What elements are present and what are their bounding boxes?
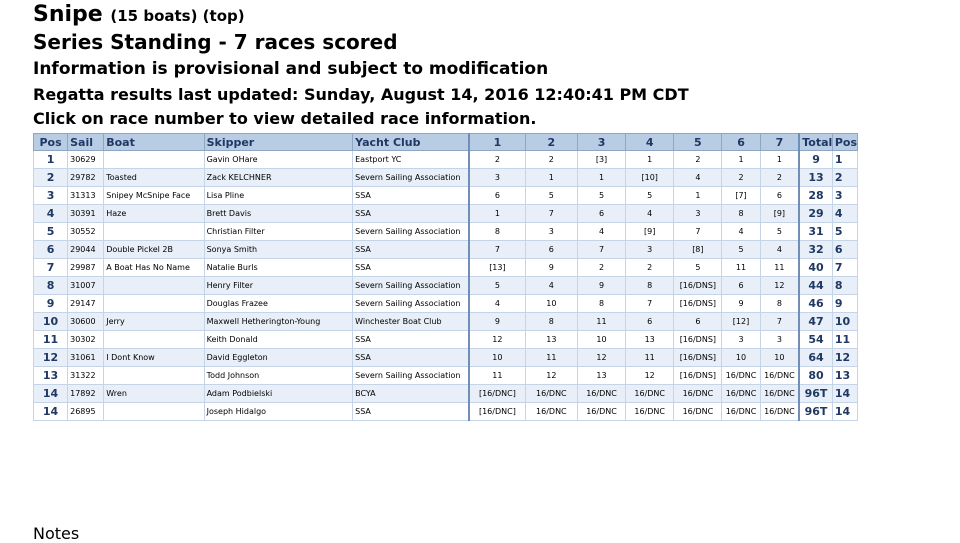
race-2-score-cell: 13 xyxy=(525,331,577,349)
yacht-club-cell: Severn Sailing Association xyxy=(353,367,469,385)
race-3-score-cell: 9 xyxy=(577,277,625,295)
race-6-score-cell: 8 xyxy=(722,205,760,223)
race-1-score-cell: [16/DNC] xyxy=(469,385,525,403)
sail-cell: 29147 xyxy=(68,295,104,313)
race-6-score-cell: 5 xyxy=(722,241,760,259)
pos-cell: 9 xyxy=(34,295,68,313)
yacht-club-cell: SSA xyxy=(353,349,469,367)
race-1-score-cell: 6 xyxy=(469,187,525,205)
race-3-score-cell: 2 xyxy=(577,259,625,277)
yacht-club-cell: SSA xyxy=(353,259,469,277)
race-1-score-cell: 10 xyxy=(469,349,525,367)
pos2-cell: 5 xyxy=(832,223,857,241)
race-3-score-cell: 12 xyxy=(577,349,625,367)
boat-cell xyxy=(104,331,204,349)
race-6-score-cell: 16/DNC xyxy=(722,367,760,385)
race-6-score-cell: 9 xyxy=(722,295,760,313)
race-4-score-cell: 12 xyxy=(626,367,674,385)
pos2-cell: 14 xyxy=(832,385,857,403)
race-4-score-cell: 7 xyxy=(626,295,674,313)
skipper-cell: Todd Johnson xyxy=(204,367,353,385)
yacht-club-cell: Winchester Boat Club xyxy=(353,313,469,331)
race-5-score-cell: [16/DNS] xyxy=(674,367,722,385)
pos-cell: 2 xyxy=(34,169,68,187)
race-4-score-cell: 5 xyxy=(626,187,674,205)
race-2-score-cell: 2 xyxy=(525,151,577,169)
race-7-score-cell: 10 xyxy=(760,349,799,367)
pos2-cell: 13 xyxy=(832,367,857,385)
total-cell: 80 xyxy=(799,367,832,385)
race-4-score-cell: [10] xyxy=(626,169,674,187)
skipper-cell: Gavin OHare xyxy=(204,151,353,169)
skipper-cell: Christian Filter xyxy=(204,223,353,241)
race-7-score-cell: 16/DNC xyxy=(760,367,799,385)
pos-cell: 6 xyxy=(34,241,68,259)
table-row xyxy=(34,259,858,277)
pos2-cell: 10 xyxy=(832,313,857,331)
skipper-cell: Natalie Burls xyxy=(204,259,353,277)
race-7-score-cell: 6 xyxy=(760,187,799,205)
sail-cell: 30302 xyxy=(68,331,104,349)
race-5-score-cell: 5 xyxy=(674,259,722,277)
race-4-score-cell: 2 xyxy=(626,259,674,277)
boat-cell xyxy=(104,403,204,421)
race-1-score-cell: 2 xyxy=(469,151,525,169)
col-header-total: Total xyxy=(799,134,832,151)
total-cell: 96T xyxy=(799,403,832,421)
race-4-score-cell: 16/DNC xyxy=(626,403,674,421)
table-row xyxy=(34,205,858,223)
race-7-score-cell: 2 xyxy=(760,169,799,187)
click-instruction: Click on race number to view detailed race information. xyxy=(33,109,537,128)
col-header-skipper: Skipper xyxy=(204,134,353,151)
pos-cell: 7 xyxy=(34,259,68,277)
race-1-score-cell: 12 xyxy=(469,331,525,349)
skipper-cell: David Eggleton xyxy=(204,349,353,367)
pos-cell: 14 xyxy=(34,403,68,421)
race-1-score-cell: 8 xyxy=(469,223,525,241)
race-3-score-cell: 8 xyxy=(577,295,625,313)
race-5-score-cell: 3 xyxy=(674,205,722,223)
race-7-score-cell: 8 xyxy=(760,295,799,313)
sail-cell: 30629 xyxy=(68,151,104,169)
race-3-score-cell: 6 xyxy=(577,205,625,223)
race-2-score-cell: 7 xyxy=(525,205,577,223)
race-7-score-cell: 5 xyxy=(760,223,799,241)
race-2-score-cell: 8 xyxy=(525,313,577,331)
race-6-score-cell: 4 xyxy=(722,223,760,241)
race-1-score-cell: [13] xyxy=(469,259,525,277)
race-3-score-cell: 16/DNC xyxy=(577,403,625,421)
table-row xyxy=(34,349,858,367)
yacht-club-cell: Severn Sailing Association xyxy=(353,223,469,241)
sail-cell: 26895 xyxy=(68,403,104,421)
table-row xyxy=(34,313,858,331)
race-5-score-cell: [16/DNS] xyxy=(674,277,722,295)
pos-cell: 13 xyxy=(34,367,68,385)
race-6-score-cell: 1 xyxy=(722,151,760,169)
race-2-score-cell: 6 xyxy=(525,241,577,259)
skipper-cell: Zack KELCHNER xyxy=(204,169,353,187)
race-4-link[interactable]: 4 xyxy=(626,134,674,151)
race-2-link[interactable]: 2 xyxy=(525,134,577,151)
yacht-club-cell: SSA xyxy=(353,403,469,421)
pos2-cell: 9 xyxy=(832,295,857,313)
race-2-score-cell: 12 xyxy=(525,367,577,385)
boat-cell: Jerry xyxy=(104,313,204,331)
boat-cell: Wren xyxy=(104,385,204,403)
sail-cell: 31313 xyxy=(68,187,104,205)
race-2-score-cell: 3 xyxy=(525,223,577,241)
yacht-club-cell: SSA xyxy=(353,187,469,205)
sail-cell: 29044 xyxy=(68,241,104,259)
results-body xyxy=(34,151,858,421)
pos2-cell: 7 xyxy=(832,259,857,277)
race-2-score-cell: 9 xyxy=(525,259,577,277)
table-row xyxy=(34,403,858,421)
race-5-score-cell: 6 xyxy=(674,313,722,331)
race-3-score-cell: 10 xyxy=(577,331,625,349)
yacht-club-cell: SSA xyxy=(353,241,469,259)
yacht-club-cell: Severn Sailing Association xyxy=(353,295,469,313)
race-6-score-cell: 10 xyxy=(722,349,760,367)
race-5-link[interactable]: 5 xyxy=(674,134,722,151)
sail-cell: 31007 xyxy=(68,277,104,295)
sail-cell: 17892 xyxy=(68,385,104,403)
boat-cell: Double Pickel 2B xyxy=(104,241,204,259)
yacht-club-cell: BCYA xyxy=(353,385,469,403)
boat-cell xyxy=(104,295,204,313)
sail-cell: 29987 xyxy=(68,259,104,277)
race-6-score-cell: 16/DNC xyxy=(722,403,760,421)
race-4-score-cell: 16/DNC xyxy=(626,385,674,403)
series-standing-heading: Series Standing - 7 races scored xyxy=(33,30,398,54)
race-7-score-cell: 3 xyxy=(760,331,799,349)
boat-cell: Snipey McSnipe Face xyxy=(104,187,204,205)
col-header-boat: Boat xyxy=(104,134,204,151)
table-row xyxy=(34,295,858,313)
pos-cell: 11 xyxy=(34,331,68,349)
skipper-cell: Douglas Frazee xyxy=(204,295,353,313)
skipper-cell: Joseph Hidalgo xyxy=(204,403,353,421)
race-1-score-cell: 3 xyxy=(469,169,525,187)
race-5-score-cell: 1 xyxy=(674,187,722,205)
pos-cell: 14 xyxy=(34,385,68,403)
race-4-score-cell: 8 xyxy=(626,277,674,295)
race-5-score-cell: [8] xyxy=(674,241,722,259)
race-2-score-cell: 1 xyxy=(525,169,577,187)
pos-cell: 5 xyxy=(34,223,68,241)
yacht-club-cell: SSA xyxy=(353,331,469,349)
race-3-score-cell: 11 xyxy=(577,313,625,331)
race-2-score-cell: 16/DNC xyxy=(525,403,577,421)
pos-cell: 10 xyxy=(34,313,68,331)
race-5-score-cell: 2 xyxy=(674,151,722,169)
race-1-score-cell: 5 xyxy=(469,277,525,295)
race-4-score-cell: 1 xyxy=(626,151,674,169)
notes-heading: Notes xyxy=(33,524,80,543)
pos2-cell: 1 xyxy=(832,151,857,169)
total-cell: 46 xyxy=(799,295,832,313)
pos2-cell: 6 xyxy=(832,241,857,259)
race-5-score-cell: 16/DNC xyxy=(674,403,722,421)
pos2-cell: 3 xyxy=(832,187,857,205)
race-6-link[interactable]: 6 xyxy=(722,134,760,151)
boat-cell: Toasted xyxy=(104,169,204,187)
yacht-club-cell: Eastport YC xyxy=(353,151,469,169)
pos2-cell: 2 xyxy=(832,169,857,187)
race-7-link[interactable]: 7 xyxy=(760,134,799,151)
pos2-cell: 14 xyxy=(832,403,857,421)
table-row xyxy=(34,187,858,205)
boat-cell xyxy=(104,367,204,385)
pos2-cell: 12 xyxy=(832,349,857,367)
skipper-cell: Henry Filter xyxy=(204,277,353,295)
race-7-score-cell: 16/DNC xyxy=(760,403,799,421)
total-cell: 96T xyxy=(799,385,832,403)
col-header-pos: Pos xyxy=(34,134,68,151)
col-header-sail: Sail xyxy=(68,134,104,151)
race-6-score-cell: [12] xyxy=(722,313,760,331)
class-name: Snipe xyxy=(33,2,103,27)
race-2-score-cell: 10 xyxy=(525,295,577,313)
boat-cell xyxy=(104,223,204,241)
race-6-score-cell: 11 xyxy=(722,259,760,277)
sail-cell: 29782 xyxy=(68,169,104,187)
total-cell: 13 xyxy=(799,169,832,187)
header-row xyxy=(34,134,858,151)
race-1-score-cell: 1 xyxy=(469,205,525,223)
yacht-club-cell: SSA xyxy=(353,205,469,223)
pos2-cell: 8 xyxy=(832,277,857,295)
race-7-score-cell: [9] xyxy=(760,205,799,223)
class-title xyxy=(33,2,245,27)
race-7-score-cell: 16/DNC xyxy=(760,385,799,403)
race-4-score-cell: [9] xyxy=(626,223,674,241)
skipper-cell: Sonya Smith xyxy=(204,241,353,259)
race-2-score-cell: 11 xyxy=(525,349,577,367)
total-cell: 31 xyxy=(799,223,832,241)
results-table xyxy=(33,133,858,421)
race-3-link[interactable]: 3 xyxy=(577,134,625,151)
pos-cell: 4 xyxy=(34,205,68,223)
boats-info-link[interactable]: (15 boats) (top) xyxy=(110,7,245,25)
sail-cell: 31322 xyxy=(68,367,104,385)
pos-cell: 8 xyxy=(34,277,68,295)
pos2-cell: 4 xyxy=(832,205,857,223)
race-3-score-cell: 13 xyxy=(577,367,625,385)
race-1-score-cell: 11 xyxy=(469,367,525,385)
race-2-score-cell: 5 xyxy=(525,187,577,205)
race-1-score-cell: [16/DNC] xyxy=(469,403,525,421)
total-cell: 47 xyxy=(799,313,832,331)
total-cell: 40 xyxy=(799,259,832,277)
race-2-score-cell: 4 xyxy=(525,277,577,295)
sail-cell: 30552 xyxy=(68,223,104,241)
sail-cell: 30600 xyxy=(68,313,104,331)
skipper-cell: Adam Podbielski xyxy=(204,385,353,403)
boat-cell xyxy=(104,277,204,295)
race-5-score-cell: 7 xyxy=(674,223,722,241)
race-7-score-cell: 11 xyxy=(760,259,799,277)
race-5-score-cell: [16/DNS] xyxy=(674,331,722,349)
pos-cell: 3 xyxy=(34,187,68,205)
race-6-score-cell: 2 xyxy=(722,169,760,187)
col-header-club: Yacht Club xyxy=(353,134,469,151)
total-cell: 29 xyxy=(799,205,832,223)
race-6-score-cell: [7] xyxy=(722,187,760,205)
table-row xyxy=(34,241,858,259)
table-row xyxy=(34,367,858,385)
total-cell: 54 xyxy=(799,331,832,349)
skipper-cell: Keith Donald xyxy=(204,331,353,349)
race-5-score-cell: 4 xyxy=(674,169,722,187)
skipper-cell: Lisa Pline xyxy=(204,187,353,205)
boat-cell: I Dont Know xyxy=(104,349,204,367)
boat-cell: A Boat Has No Name xyxy=(104,259,204,277)
last-updated-text: Regatta results last updated: Sunday, August 14, 2016 12:40:41 PM CDT xyxy=(33,85,689,104)
table-row xyxy=(34,385,858,403)
race-3-score-cell: 5 xyxy=(577,187,625,205)
race-1-link[interactable]: 1 xyxy=(469,134,525,151)
total-cell: 64 xyxy=(799,349,832,367)
total-cell: 44 xyxy=(799,277,832,295)
sail-cell: 31061 xyxy=(68,349,104,367)
race-1-score-cell: 7 xyxy=(469,241,525,259)
race-1-score-cell: 4 xyxy=(469,295,525,313)
table-row xyxy=(34,277,858,295)
total-cell: 28 xyxy=(799,187,832,205)
race-3-score-cell: 16/DNC xyxy=(577,385,625,403)
skipper-cell: Maxwell Hetherington-Young xyxy=(204,313,353,331)
race-6-score-cell: 16/DNC xyxy=(722,385,760,403)
race-6-score-cell: 6 xyxy=(722,277,760,295)
total-cell: 9 xyxy=(799,151,832,169)
race-3-score-cell: 1 xyxy=(577,169,625,187)
race-7-score-cell: 12 xyxy=(760,277,799,295)
race-4-score-cell: 11 xyxy=(626,349,674,367)
pos-cell: 1 xyxy=(34,151,68,169)
boat-cell xyxy=(104,151,204,169)
race-5-score-cell: [16/DNS] xyxy=(674,295,722,313)
race-7-score-cell: 1 xyxy=(760,151,799,169)
race-3-score-cell: [3] xyxy=(577,151,625,169)
race-5-score-cell: 16/DNC xyxy=(674,385,722,403)
race-5-score-cell: [16/DNS] xyxy=(674,349,722,367)
yacht-club-cell: Severn Sailing Association xyxy=(353,169,469,187)
race-3-score-cell: 4 xyxy=(577,223,625,241)
table-row xyxy=(34,223,858,241)
race-6-score-cell: 3 xyxy=(722,331,760,349)
race-4-score-cell: 6 xyxy=(626,313,674,331)
race-7-score-cell: 7 xyxy=(760,313,799,331)
race-4-score-cell: 3 xyxy=(626,241,674,259)
sail-cell: 30391 xyxy=(68,205,104,223)
race-4-score-cell: 4 xyxy=(626,205,674,223)
provisional-notice: Information is provisional and subject to modification xyxy=(33,59,549,79)
yacht-club-cell: Severn Sailing Association xyxy=(353,277,469,295)
race-3-score-cell: 7 xyxy=(577,241,625,259)
race-2-score-cell: 16/DNC xyxy=(525,385,577,403)
pos2-cell: 11 xyxy=(832,331,857,349)
pos-cell: 12 xyxy=(34,349,68,367)
total-cell: 32 xyxy=(799,241,832,259)
table-row xyxy=(34,169,858,187)
col-header-pos2: Pos xyxy=(832,134,857,151)
table-row xyxy=(34,331,858,349)
race-1-score-cell: 9 xyxy=(469,313,525,331)
skipper-cell: Brett Davis xyxy=(204,205,353,223)
race-4-score-cell: 13 xyxy=(626,331,674,349)
race-7-score-cell: 4 xyxy=(760,241,799,259)
boat-cell: Haze xyxy=(104,205,204,223)
table-row xyxy=(34,151,858,169)
